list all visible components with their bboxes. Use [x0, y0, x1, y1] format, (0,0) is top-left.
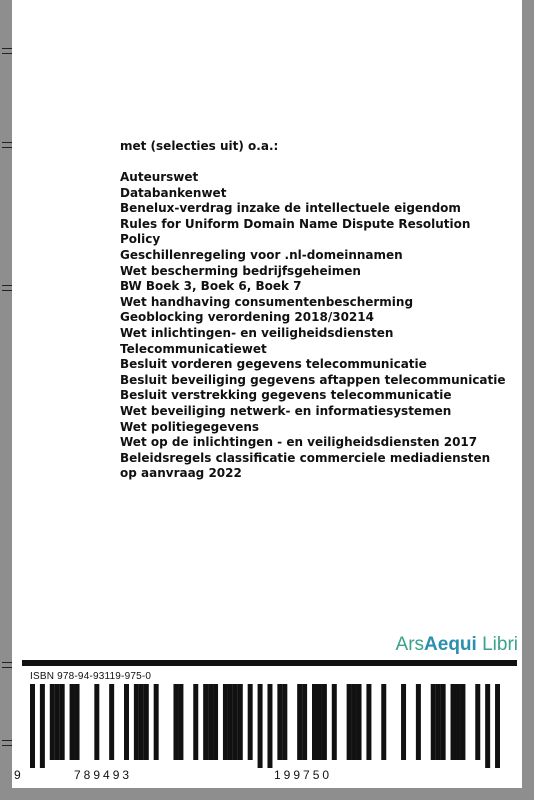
law-list-item: Rules for Uniform Domain Name Dispute Resolution [120, 216, 471, 231]
barcode-bar [109, 684, 114, 760]
barcode-bar [228, 684, 233, 760]
publisher-logo-libri: Libri [476, 634, 518, 655]
law-list-item: Besluit verstrekking gegevens telecommunicatie [120, 388, 452, 403]
publisher-logo-ars: Ars [395, 634, 425, 655]
barcode-bar [297, 684, 302, 760]
barcode-bar [139, 684, 144, 760]
barcode-bar [332, 684, 337, 760]
barcode-bar [451, 684, 456, 760]
contents-intro: met (selecties uit) o.a.: [120, 139, 279, 153]
crop-mark [2, 142, 12, 148]
barcode-bar [366, 684, 371, 760]
barcode-bar [322, 684, 327, 760]
barcode-bar [193, 684, 198, 760]
barcode-digit-lead: 9 [14, 768, 24, 782]
barcode-bar [203, 684, 208, 760]
barcode-bar [248, 684, 253, 760]
barcode-bar [94, 684, 99, 760]
law-list-item: BW Boek 3, Boek 6, Boek 7 [120, 279, 302, 294]
barcode-digits-right: 199750 [274, 768, 333, 782]
barcode-bar [416, 684, 421, 760]
barcode-bar [50, 684, 55, 760]
law-list-item: Telecommunicatiewet [120, 341, 267, 356]
barcode-bar [495, 684, 500, 768]
barcode-bar [233, 684, 238, 760]
barcode-bar [317, 684, 322, 760]
law-list-item: Wet handhaving consumentenbescherming [120, 294, 414, 309]
barcode-bar [485, 684, 490, 768]
law-list-item: Databankenwet [120, 185, 227, 200]
barcode-bar [401, 684, 406, 760]
publisher-logo [396, 634, 518, 656]
barcode-bar [352, 684, 357, 760]
barcode-bar [441, 684, 446, 760]
barcode-bar [55, 684, 60, 760]
barcode-bar [267, 684, 272, 768]
isbn-barcode [30, 684, 500, 768]
law-list-item: Beleidsregels classificatie commerciele mediadiensten [120, 450, 491, 465]
barcode-bar [282, 684, 287, 760]
law-list-item: Wet op de inlichtingen - en veiligheidsdiensten 2017 [120, 435, 478, 450]
barcode-bar [381, 684, 386, 760]
barcode-bar [30, 684, 35, 768]
barcode-bar [70, 684, 75, 760]
law-list-item: Policy [120, 232, 161, 247]
barcode-bar [40, 684, 45, 768]
law-list-item: Wet inlichtingen- en veiligheidsdiensten [120, 325, 394, 340]
law-list-item: op aanvraag 2022 [120, 466, 242, 481]
law-list-item: Geoblocking verordening 2018/30214 [120, 310, 374, 325]
barcode-bar [460, 684, 465, 760]
law-list-item: Besluit vorderen gegevens telecommunicatie [120, 357, 427, 372]
barcode-bar [223, 684, 228, 760]
barcode-bar [431, 684, 436, 760]
crop-mark [2, 740, 12, 746]
barcode-bar [213, 684, 218, 760]
barcode-bar [455, 684, 460, 760]
barcode-bar [173, 684, 178, 760]
barcode-bar [238, 684, 243, 760]
back-cover [12, 0, 522, 788]
crop-mark [2, 48, 12, 54]
barcode-bar [124, 684, 129, 760]
law-list-item: Geschillenregeling voor .nl-domeinnamen [120, 247, 403, 262]
isbn-label: ISBN 978-94-93119-975-0 [30, 671, 152, 682]
barcode-bar [154, 684, 159, 760]
law-list-item: Besluit beveiliging gegevens aftappen telecommunicatie [120, 372, 506, 387]
barcode-bar [436, 684, 441, 760]
barcode-bar [277, 684, 282, 760]
barcode-bar [178, 684, 183, 760]
barcode-bar [144, 684, 149, 760]
barcode-bar [208, 684, 213, 760]
law-list-item: Wet bescherming bedrijfsgeheimen [120, 263, 361, 278]
barcode-bar [60, 684, 65, 760]
law-list-item: Wet beveiliging netwerk- en informatiesystemen [120, 403, 452, 418]
barcode-bar [475, 684, 480, 760]
crop-mark [2, 662, 12, 668]
barcode-bar [258, 684, 263, 768]
law-list-item: Wet politiegegevens [120, 419, 260, 434]
law-list-item: Auteurswet [120, 170, 199, 184]
barcode-digits-left: 789493 [74, 768, 133, 782]
publisher-logo-aequi: Aequi [424, 634, 477, 655]
barcode-bar [75, 684, 80, 760]
divider-bar [22, 660, 517, 666]
barcode-bar [357, 684, 362, 760]
law-list [120, 170, 506, 482]
crop-mark [2, 285, 12, 291]
barcode-bar [347, 684, 352, 760]
law-list-item: Benelux-verdrag inzake de intellectuele eigendom [120, 201, 461, 216]
barcode-bar [134, 684, 139, 760]
barcode-bar [302, 684, 307, 760]
barcode-bar [312, 684, 317, 760]
